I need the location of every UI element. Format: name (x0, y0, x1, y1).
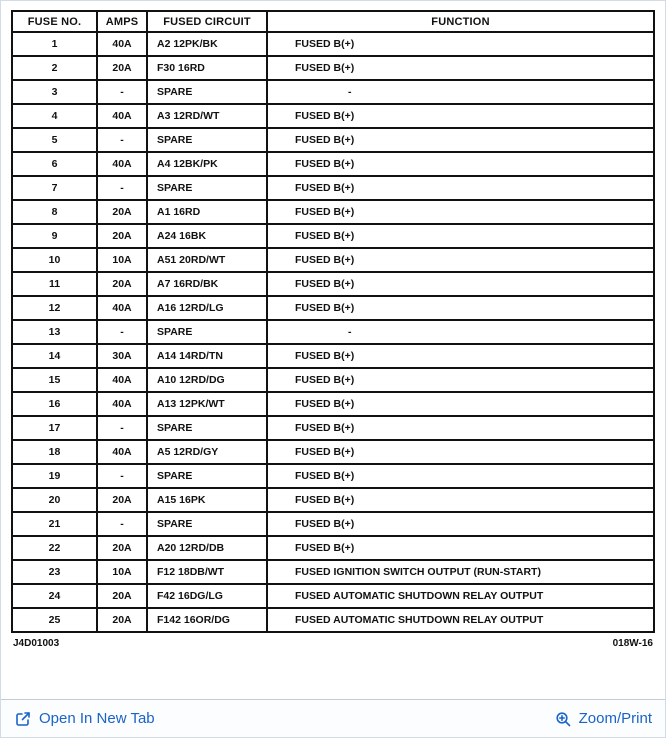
circuit-cell: A1 16RD (147, 200, 267, 224)
table-row (12, 392, 654, 416)
circuit-cell: A51 20RD/WT (147, 248, 267, 272)
function-cell: FUSED B(+) (267, 128, 654, 152)
header-row (12, 11, 654, 32)
table-row (12, 416, 654, 440)
function-cell: FUSED B(+) (267, 32, 654, 56)
circuit-cell: A15 16PK (147, 488, 267, 512)
table-row (12, 200, 654, 224)
circuit-cell: F142 16OR/DG (147, 608, 267, 632)
function-cell: FUSED B(+) (267, 536, 654, 560)
amps-cell: 40A (97, 32, 147, 56)
fuse-no-cell: 8 (12, 200, 97, 224)
table-row (12, 608, 654, 632)
fuse-no-cell: 1 (12, 32, 97, 56)
function-cell: FUSED B(+) (267, 464, 654, 488)
table-header (12, 11, 654, 32)
amps-cell: 20A (97, 584, 147, 608)
fuse-table-document (1, 1, 665, 699)
table-row (12, 152, 654, 176)
table-row (12, 296, 654, 320)
function-cell: FUSED AUTOMATIC SHUTDOWN RELAY OUTPUT (267, 584, 654, 608)
circuit-cell: A5 12RD/GY (147, 440, 267, 464)
doc-code-left: J4D01003 (13, 638, 60, 649)
open-in-new-tab-label: Open In New Tab (39, 710, 155, 727)
function-cell: - (267, 320, 654, 344)
function-cell: FUSED B(+) (267, 416, 654, 440)
amps-cell: 20A (97, 608, 147, 632)
circuit-cell: A10 12RD/DG (147, 368, 267, 392)
circuit-cell: A4 12BK/PK (147, 152, 267, 176)
table-row (12, 464, 654, 488)
fuse-no-cell: 3 (12, 80, 97, 104)
table-row (12, 80, 654, 104)
amps-cell: - (97, 320, 147, 344)
table-row (12, 560, 654, 584)
table-row (12, 128, 654, 152)
circuit-cell: F12 18DB/WT (147, 560, 267, 584)
function-cell: FUSED B(+) (267, 368, 654, 392)
fuse-no-cell: 6 (12, 152, 97, 176)
table-row (12, 32, 654, 56)
viewer-toolbar (1, 699, 665, 737)
table-row (12, 488, 654, 512)
circuit-cell: F42 16DG/LG (147, 584, 267, 608)
open-in-new-tab-link[interactable] (14, 710, 155, 728)
amps-cell: 40A (97, 296, 147, 320)
amps-cell: 20A (97, 536, 147, 560)
amps-cell: 40A (97, 104, 147, 128)
function-cell: FUSED B(+) (267, 488, 654, 512)
fuse-no-cell: 4 (12, 104, 97, 128)
fuse-no-cell: 21 (12, 512, 97, 536)
table-row (12, 344, 654, 368)
function-cell: FUSED B(+) (267, 176, 654, 200)
fuse-no-cell: 25 (12, 608, 97, 632)
amps-cell: 40A (97, 440, 147, 464)
circuit-cell: SPARE (147, 128, 267, 152)
fuse-table (11, 10, 655, 633)
zoom-print-label: Zoom/Print (578, 710, 652, 727)
table-row (12, 56, 654, 80)
fuse-no-cell: 19 (12, 464, 97, 488)
table-body (12, 32, 654, 632)
amps-cell: 10A (97, 560, 147, 584)
zoom-print-link[interactable] (554, 710, 652, 728)
column-header: FUNCTION (267, 11, 654, 32)
amps-cell: 20A (97, 224, 147, 248)
amps-cell: 40A (97, 392, 147, 416)
circuit-cell: A13 12PK/WT (147, 392, 267, 416)
amps-cell: 40A (97, 368, 147, 392)
circuit-cell: A24 16BK (147, 224, 267, 248)
document-codes (11, 633, 655, 649)
circuit-cell: SPARE (147, 416, 267, 440)
fuse-no-cell: 7 (12, 176, 97, 200)
circuit-cell: A14 14RD/TN (147, 344, 267, 368)
circuit-cell: SPARE (147, 80, 267, 104)
fuse-no-cell: 23 (12, 560, 97, 584)
fuse-no-cell: 9 (12, 224, 97, 248)
function-cell: FUSED B(+) (267, 272, 654, 296)
function-cell: FUSED B(+) (267, 200, 654, 224)
function-cell: FUSED B(+) (267, 248, 654, 272)
amps-cell: 20A (97, 272, 147, 296)
function-cell: FUSED B(+) (267, 224, 654, 248)
table-row (12, 512, 654, 536)
column-header: FUSED CIRCUIT (147, 11, 267, 32)
table-row (12, 536, 654, 560)
fuse-no-cell: 18 (12, 440, 97, 464)
table-row (12, 224, 654, 248)
function-cell: FUSED B(+) (267, 392, 654, 416)
function-cell: FUSED IGNITION SWITCH OUTPUT (RUN-START) (267, 560, 654, 584)
amps-cell: - (97, 80, 147, 104)
circuit-cell: A20 12RD/DB (147, 536, 267, 560)
fuse-no-cell: 5 (12, 128, 97, 152)
circuit-cell: F30 16RD (147, 56, 267, 80)
zoom-icon (554, 710, 572, 728)
circuit-cell: SPARE (147, 320, 267, 344)
circuit-cell: SPARE (147, 176, 267, 200)
fuse-no-cell: 20 (12, 488, 97, 512)
amps-cell: 20A (97, 200, 147, 224)
function-cell: FUSED B(+) (267, 56, 654, 80)
circuit-cell: SPARE (147, 512, 267, 536)
function-cell: FUSED B(+) (267, 104, 654, 128)
open-in-new-tab-icon (14, 710, 32, 728)
column-header: FUSE NO. (12, 11, 97, 32)
circuit-cell: A16 12RD/LG (147, 296, 267, 320)
table-row (12, 176, 654, 200)
fuse-no-cell: 22 (12, 536, 97, 560)
column-header: AMPS (97, 11, 147, 32)
table-row (12, 440, 654, 464)
table-row (12, 320, 654, 344)
amps-cell: - (97, 128, 147, 152)
amps-cell: - (97, 512, 147, 536)
circuit-cell: A7 16RD/BK (147, 272, 267, 296)
table-row (12, 272, 654, 296)
amps-cell: 10A (97, 248, 147, 272)
function-cell: FUSED B(+) (267, 440, 654, 464)
doc-code-right: 018W-16 (612, 638, 653, 649)
amps-cell: - (97, 416, 147, 440)
circuit-cell: A3 12RD/WT (147, 104, 267, 128)
fuse-no-cell: 10 (12, 248, 97, 272)
function-cell: - (267, 80, 654, 104)
table-row (12, 368, 654, 392)
table-row (12, 104, 654, 128)
function-cell: FUSED B(+) (267, 296, 654, 320)
amps-cell: 20A (97, 56, 147, 80)
amps-cell: 40A (97, 152, 147, 176)
fuse-no-cell: 24 (12, 584, 97, 608)
circuit-cell: SPARE (147, 464, 267, 488)
fuse-no-cell: 15 (12, 368, 97, 392)
amps-cell: 20A (97, 488, 147, 512)
amps-cell: 30A (97, 344, 147, 368)
fuse-no-cell: 11 (12, 272, 97, 296)
function-cell: FUSED B(+) (267, 512, 654, 536)
table-row (12, 248, 654, 272)
function-cell: FUSED B(+) (267, 344, 654, 368)
fuse-no-cell: 17 (12, 416, 97, 440)
function-cell: FUSED AUTOMATIC SHUTDOWN RELAY OUTPUT (267, 608, 654, 632)
fuse-no-cell: 13 (12, 320, 97, 344)
amps-cell: - (97, 176, 147, 200)
fuse-no-cell: 16 (12, 392, 97, 416)
circuit-cell: A2 12PK/BK (147, 32, 267, 56)
fuse-no-cell: 14 (12, 344, 97, 368)
fuse-no-cell: 2 (12, 56, 97, 80)
table-row (12, 584, 654, 608)
amps-cell: - (97, 464, 147, 488)
function-cell: FUSED B(+) (267, 152, 654, 176)
fuse-no-cell: 12 (12, 296, 97, 320)
